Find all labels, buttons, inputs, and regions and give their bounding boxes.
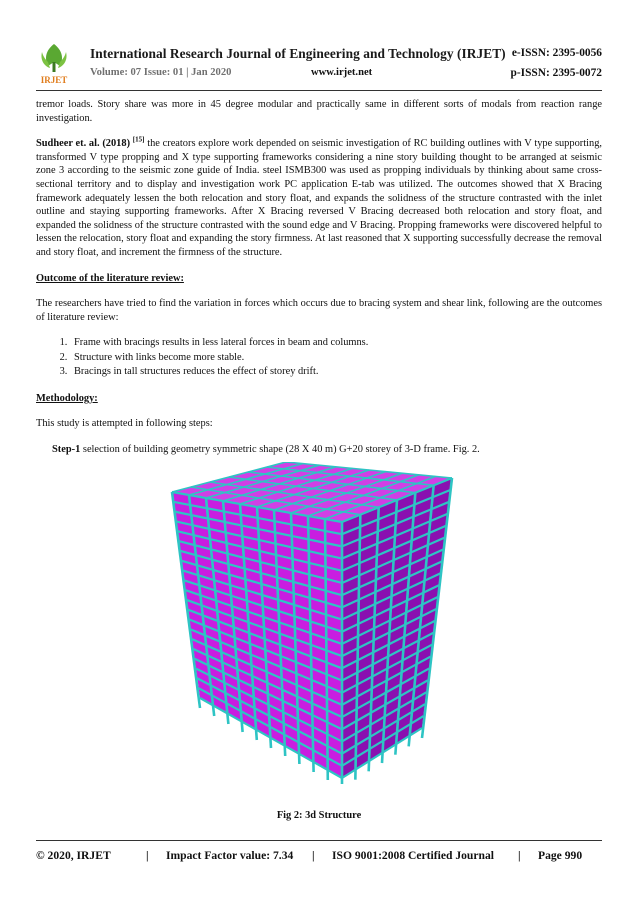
journal-title: International Research Journal of Engineering and Technology (IRJET) bbox=[90, 46, 506, 61]
page-number: Page 990 bbox=[538, 849, 583, 862]
paragraph-sudheer-text: the creators explore work depended on seismic investigation of RC building outlines with V type supporting, transformed V type propping and X type supporting frameworks considering a nine story building thought to be arranged at seismic zone 3 according to the seismic zone guide of India. steel ISMB300 was used as propping individuals by thinking about same cross-sectional territory and to display and investigation work PC application E-tab was utilized. The outcomes showed that X Bracing framework adequately lessen the both relocation and story float, and expands the solidness of the structure contrasted with the inlet outline and staying supporting frameworks. After X Bracing reversed V Bracing decreased both relocation and story float, and expanded the solidness of the structure contrasted with the sound edge and V Bracing. Propping frameworks were discovered helpful to lessen the relocation, story float and expanding the story firmness. At last reasoned that X supporting successfully decrease the removal and story float, and increment the firmness of the structure. bbox=[36, 138, 602, 258]
paragraph-sudheer bbox=[36, 137, 602, 259]
paragraph-continuation: tremor loads. Story share was more in 45 degree modular and practically same in different sorts of modals from reaction range investigation. bbox=[36, 99, 602, 124]
page-body bbox=[36, 98, 602, 457]
section-heading-outcome: Outcome of the literature review: bbox=[36, 272, 184, 284]
list-item: 2. Structure with links become more stable. bbox=[70, 351, 602, 366]
reference-number[interactable]: [15] bbox=[132, 135, 145, 144]
irjet-logo-icon bbox=[36, 42, 72, 86]
step-text: selection of building geometry symmetric shape (28 X 40 m) G+20 storey of 3-D frame. Fig. 2. bbox=[80, 444, 480, 455]
footer-divider bbox=[36, 840, 602, 841]
outcome-list bbox=[36, 336, 602, 380]
paragraph-methodology: This study is attempted in following steps: bbox=[36, 418, 213, 430]
author-citation: Sudheer et. al. (2018) bbox=[36, 138, 131, 150]
iso-certification: ISO 9001:2008 Certified Journal bbox=[332, 849, 494, 862]
list-item: 1. Frame with bracings results in less lateral forces in beam and columns. bbox=[70, 336, 602, 351]
section-heading-methodology: Methodology: bbox=[36, 392, 98, 404]
svg-text:IRJET: IRJET bbox=[40, 75, 68, 85]
journal-header bbox=[36, 42, 602, 88]
footer-separator: | bbox=[146, 849, 149, 862]
step-1 bbox=[36, 443, 602, 457]
pissn: p-ISSN: 2395-0072 bbox=[510, 67, 602, 79]
header-divider bbox=[36, 90, 602, 91]
3d-structure-figure bbox=[160, 462, 478, 784]
eissn: e-ISSN: 2395-0056 bbox=[511, 47, 602, 59]
copyright: © 2020, IRJET bbox=[36, 849, 111, 862]
paragraph-outcome: The researchers have tried to find the variation in forces which occurs due to bracing system and shear link, following are the outcomes of literature review: bbox=[36, 298, 602, 323]
journal-website-link[interactable]: www.irjet.net bbox=[311, 67, 373, 78]
list-item: 3. Bracings in tall structures reduces the effect of storey drift. bbox=[70, 365, 602, 380]
step-label: Step-1 bbox=[52, 444, 81, 455]
footer-separator: | bbox=[518, 849, 521, 862]
volume-issue: Volume: 07 Issue: 01 | Jan 2020 bbox=[90, 67, 232, 78]
impact-factor: Impact Factor value: 7.34 bbox=[166, 849, 294, 862]
figure-caption: Fig 2: 3d Structure bbox=[276, 810, 362, 821]
footer-separator: | bbox=[312, 849, 315, 862]
